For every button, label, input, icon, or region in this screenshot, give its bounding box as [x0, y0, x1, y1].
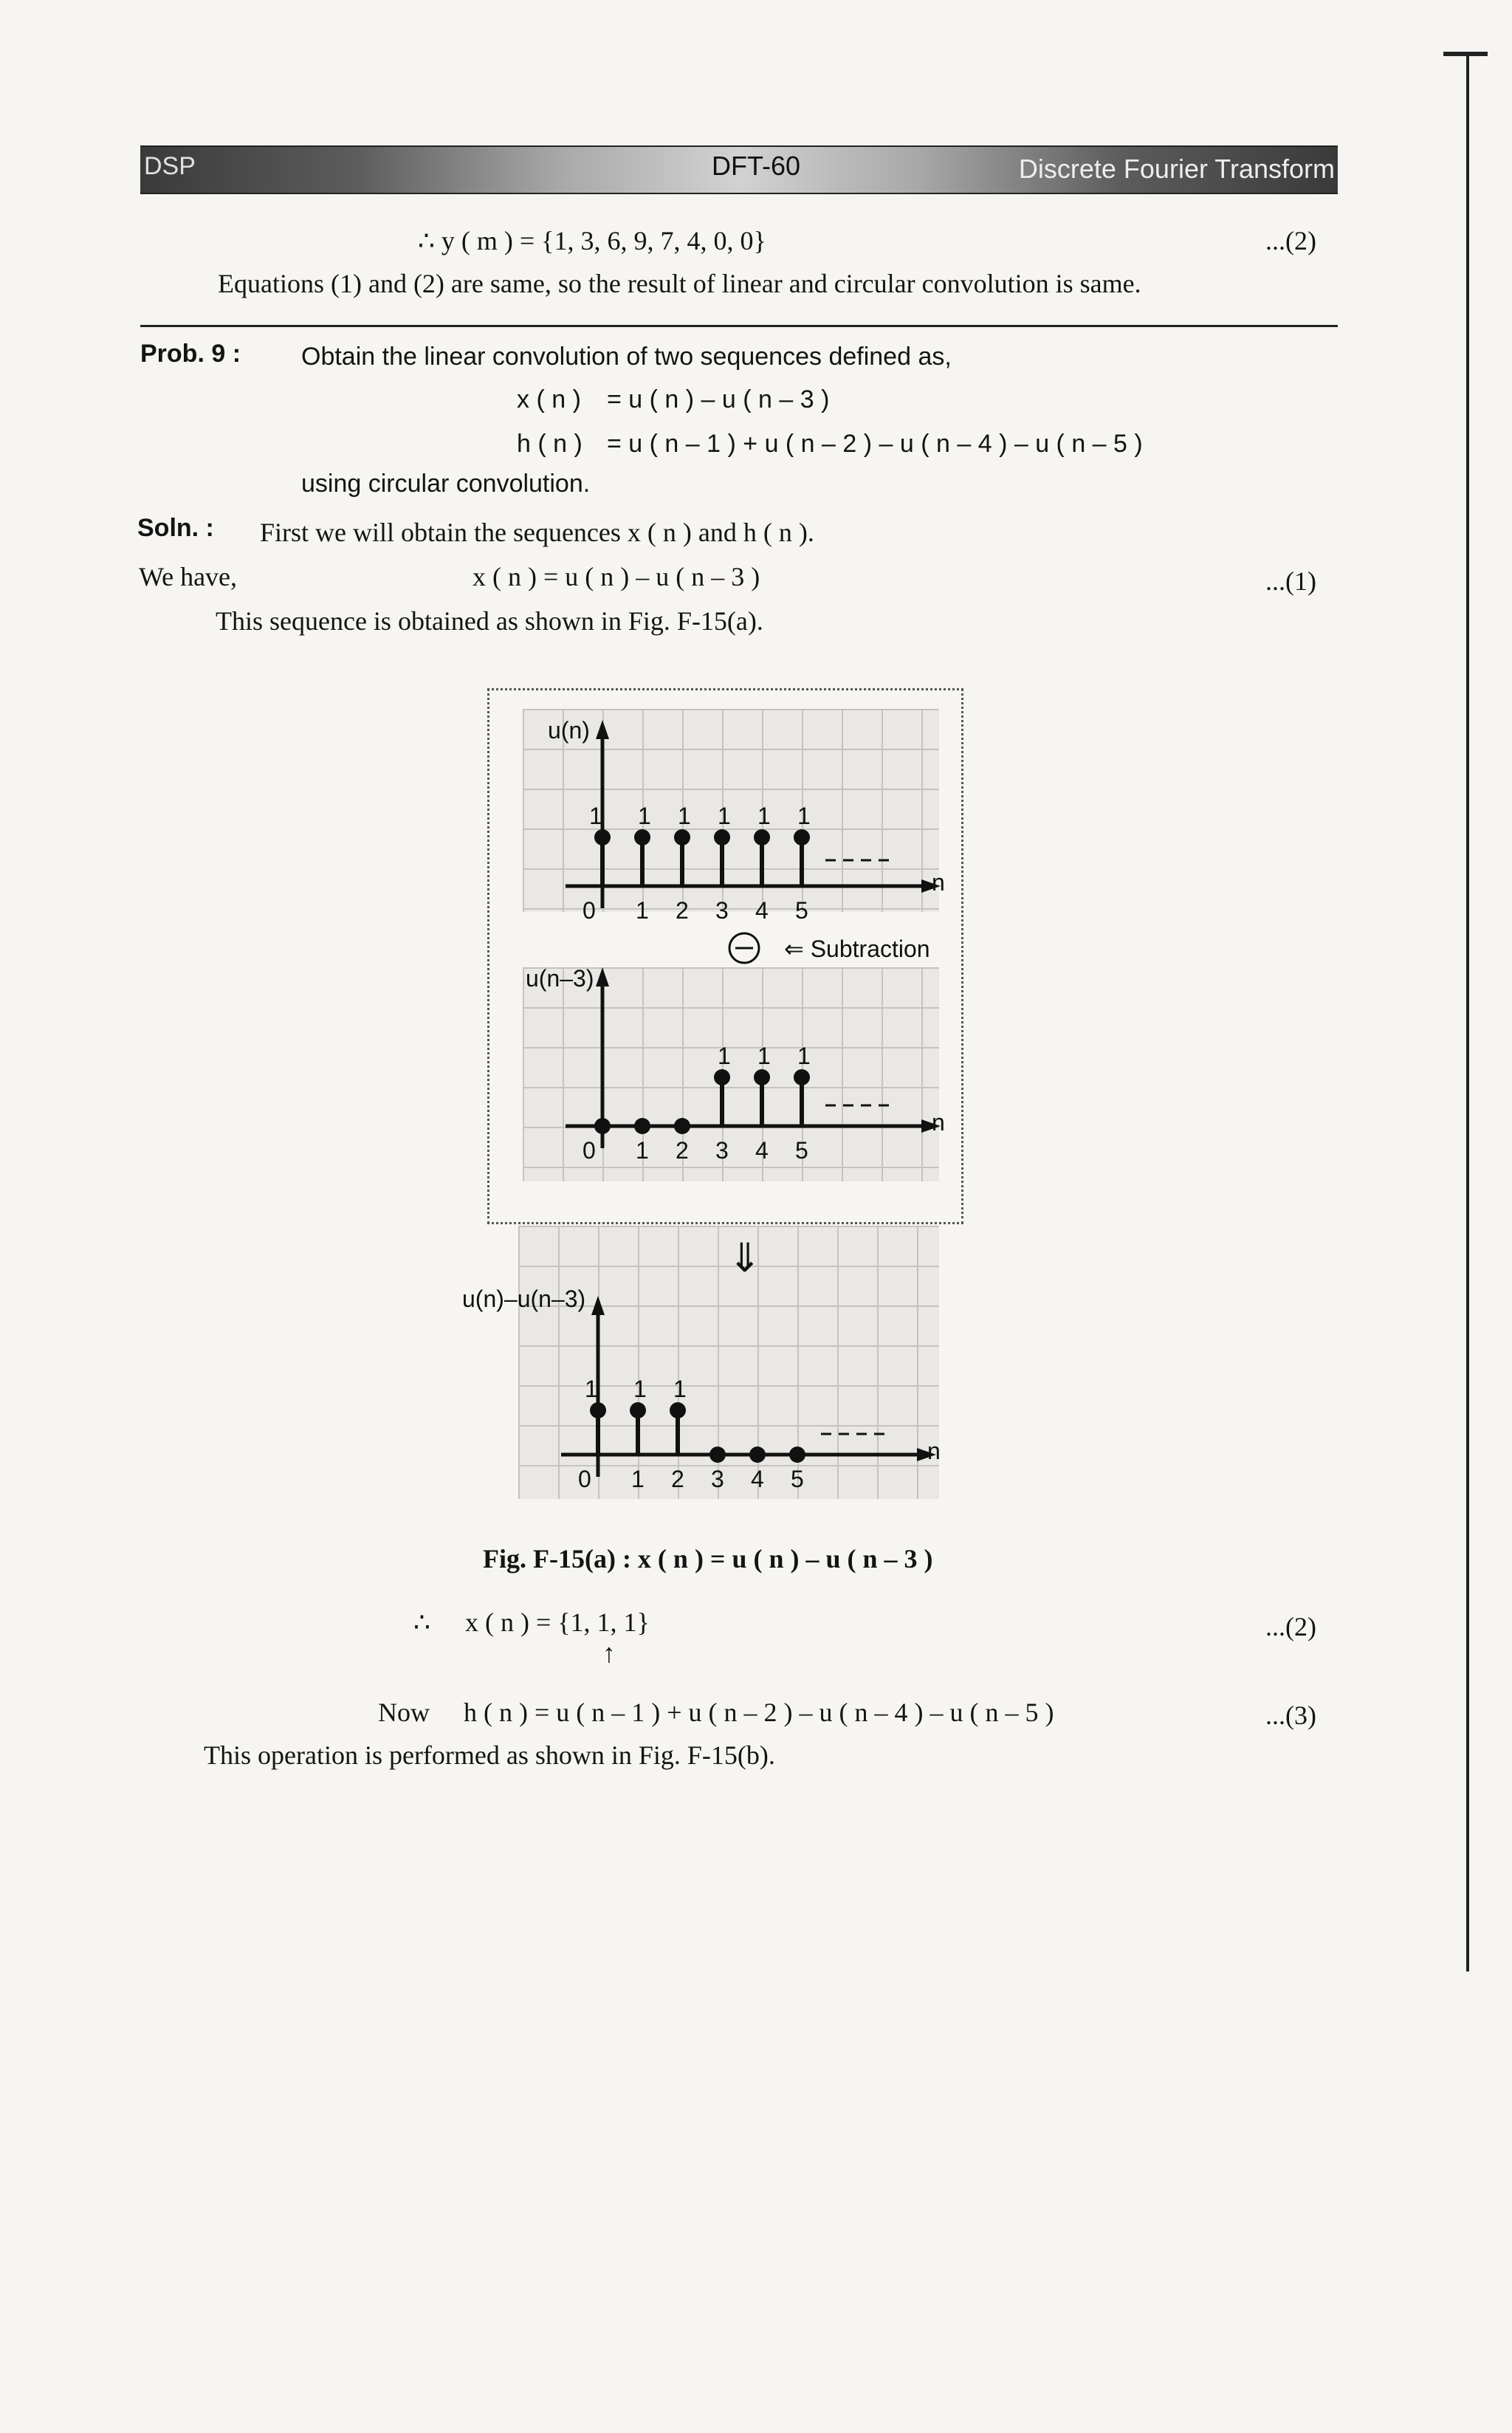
x-def-rhs: = u ( n ) – u ( n – 3 ) — [607, 385, 830, 413]
down-arrow-icon: ⇓ — [728, 1235, 762, 1281]
plot1-n-label: n — [932, 869, 945, 896]
fig-reference: This sequence is obtained as shown in Fig. F-15(a). — [216, 606, 763, 636]
eq3-tag: ...(3) — [1265, 1701, 1316, 1730]
plot2-sample-point — [714, 1069, 730, 1085]
plot1-tick-label: 4 — [755, 897, 769, 924]
plot2-value-label: 1 — [797, 1043, 811, 1069]
plot1-sample-point — [594, 829, 611, 845]
plot3-value-label: 1 — [673, 1376, 687, 1402]
h-equation: h ( n ) = u ( n – 1 ) + u ( n – 2 ) – u ( n – 4 ) – u ( n – 5 ) — [464, 1698, 1054, 1727]
plot3-y-label: u(n)–u(n–3) — [462, 1286, 586, 1312]
closing-text: This operation is performed as shown in Fig. F-15(b). — [204, 1740, 775, 1770]
plot3-sample-point — [590, 1402, 606, 1418]
plot3-tick-label: 4 — [751, 1466, 764, 1492]
plot3-tick-label: 5 — [791, 1466, 804, 1492]
plot2-value-label: 1 — [718, 1043, 731, 1069]
figure-caption: Fig. F-15(a) : x ( n ) = u ( n ) – u ( n – 3 ) — [483, 1544, 933, 1574]
plot1-sample-point — [634, 829, 650, 845]
plot1-value-label: 1 — [718, 803, 731, 829]
plot2-tick-label: 5 — [795, 1137, 808, 1164]
we-have: We have, — [139, 562, 238, 591]
plot1-tick-label: 3 — [715, 897, 729, 924]
plot3-value-label: 1 — [633, 1376, 647, 1402]
h-def-rhs: = u ( n – 1 ) + u ( n – 2 ) – u ( n – 4 ) – u ( n – 5 ) — [607, 430, 1143, 458]
plot2-y-label: u(n–3) — [526, 965, 594, 992]
plot1-value-label: 1 — [678, 803, 691, 829]
eq1: x ( n ) = u ( n ) – u ( n – 3 ) — [472, 562, 760, 591]
now-word: Now — [378, 1698, 430, 1727]
conclusion-text: Equations (1) and (2) are same, so the result of linear and circular convolution is same. — [218, 269, 1141, 298]
h-def-lhs: h ( n ) — [517, 430, 583, 458]
x-result: x ( n ) = {1, 1, 1} — [465, 1607, 650, 1637]
plot1-sample-point — [794, 829, 810, 845]
plot2-tick-label: 2 — [676, 1137, 689, 1164]
plot1-value-label: 1 — [797, 803, 811, 829]
y-result-line: ∴ y ( m ) = {1, 3, 6, 9, 7, 4, 0, 0} — [418, 226, 766, 255]
plot2-value-label: 1 — [757, 1043, 771, 1069]
prob-label: Prob. 9 : — [140, 340, 241, 368]
soln-intro: First we will obtain the sequences x ( n ) and h ( n ). — [260, 518, 814, 547]
plot3-sample-point — [630, 1402, 646, 1418]
plot3-value-label: 1 — [585, 1376, 598, 1402]
plot3-sample-point — [670, 1402, 686, 1418]
prob-statement: Obtain the linear convolution of two sequences defined as, — [301, 343, 952, 371]
plot2-tick-label: 3 — [715, 1137, 729, 1164]
chapter-title: Discrete Fourier Transform — [1018, 154, 1335, 184]
page-number: DFT-60 — [711, 151, 801, 181]
plot1-y-arrow-icon — [596, 720, 609, 739]
plot2-sample-point — [594, 1118, 611, 1134]
plot1-y-label: u(n) — [548, 717, 590, 744]
plot3-tick-label: 0 — [578, 1466, 591, 1492]
plot1-sample-point — [714, 829, 730, 845]
x-def-lhs: x ( n ) — [517, 385, 581, 413]
prob-closing: using circular convolution. — [301, 470, 591, 498]
plot1-tick-label: 0 — [583, 897, 596, 924]
plot2-sample-point — [634, 1118, 650, 1134]
therefore-symbol: ∴ — [413, 1607, 430, 1637]
plot2-tick-label: 1 — [636, 1137, 649, 1164]
plot2-tick-label: 0 — [583, 1137, 596, 1164]
plot1-sample-point — [754, 829, 770, 845]
eq2-tag: ...(2) — [1265, 226, 1316, 255]
plot2-sample-point — [794, 1069, 810, 1085]
plot1-tick-label: 5 — [795, 897, 808, 924]
header-left-label: DSP — [144, 152, 196, 180]
plot3-sample-point — [709, 1447, 726, 1463]
plot3-sample-point — [789, 1447, 805, 1463]
plot1-sample-point — [674, 829, 690, 845]
plot3-tick-label: 3 — [711, 1466, 724, 1492]
plot3-n-label: n — [927, 1438, 941, 1464]
subtraction-label: ⇐ Subtraction — [784, 936, 930, 962]
plot1-tick-label: 1 — [636, 897, 649, 924]
plot1-tick-label: 2 — [676, 897, 689, 924]
plot3-tick-label: 1 — [631, 1466, 645, 1492]
plot2-tick-label: 4 — [755, 1137, 769, 1164]
plot3-tick-label: 2 — [671, 1466, 684, 1492]
plot3-sample-point — [749, 1447, 766, 1463]
origin-arrow-icon: ↑ — [602, 1638, 616, 1668]
plot2-sample-point — [754, 1069, 770, 1085]
plot2-n-label: n — [932, 1109, 945, 1136]
plot1-value-label: 1 — [589, 803, 602, 829]
plot2-sample-point — [674, 1118, 690, 1134]
eq2b-tag: ...(2) — [1265, 1612, 1316, 1641]
eq1-tag: ...(1) — [1265, 566, 1316, 596]
plot1-value-label: 1 — [757, 803, 771, 829]
soln-label: Soln. : — [137, 514, 214, 542]
plot2-y-arrow-icon — [596, 967, 609, 986]
plot3-y-arrow-icon — [591, 1296, 605, 1315]
plot1-value-label: 1 — [638, 803, 651, 829]
